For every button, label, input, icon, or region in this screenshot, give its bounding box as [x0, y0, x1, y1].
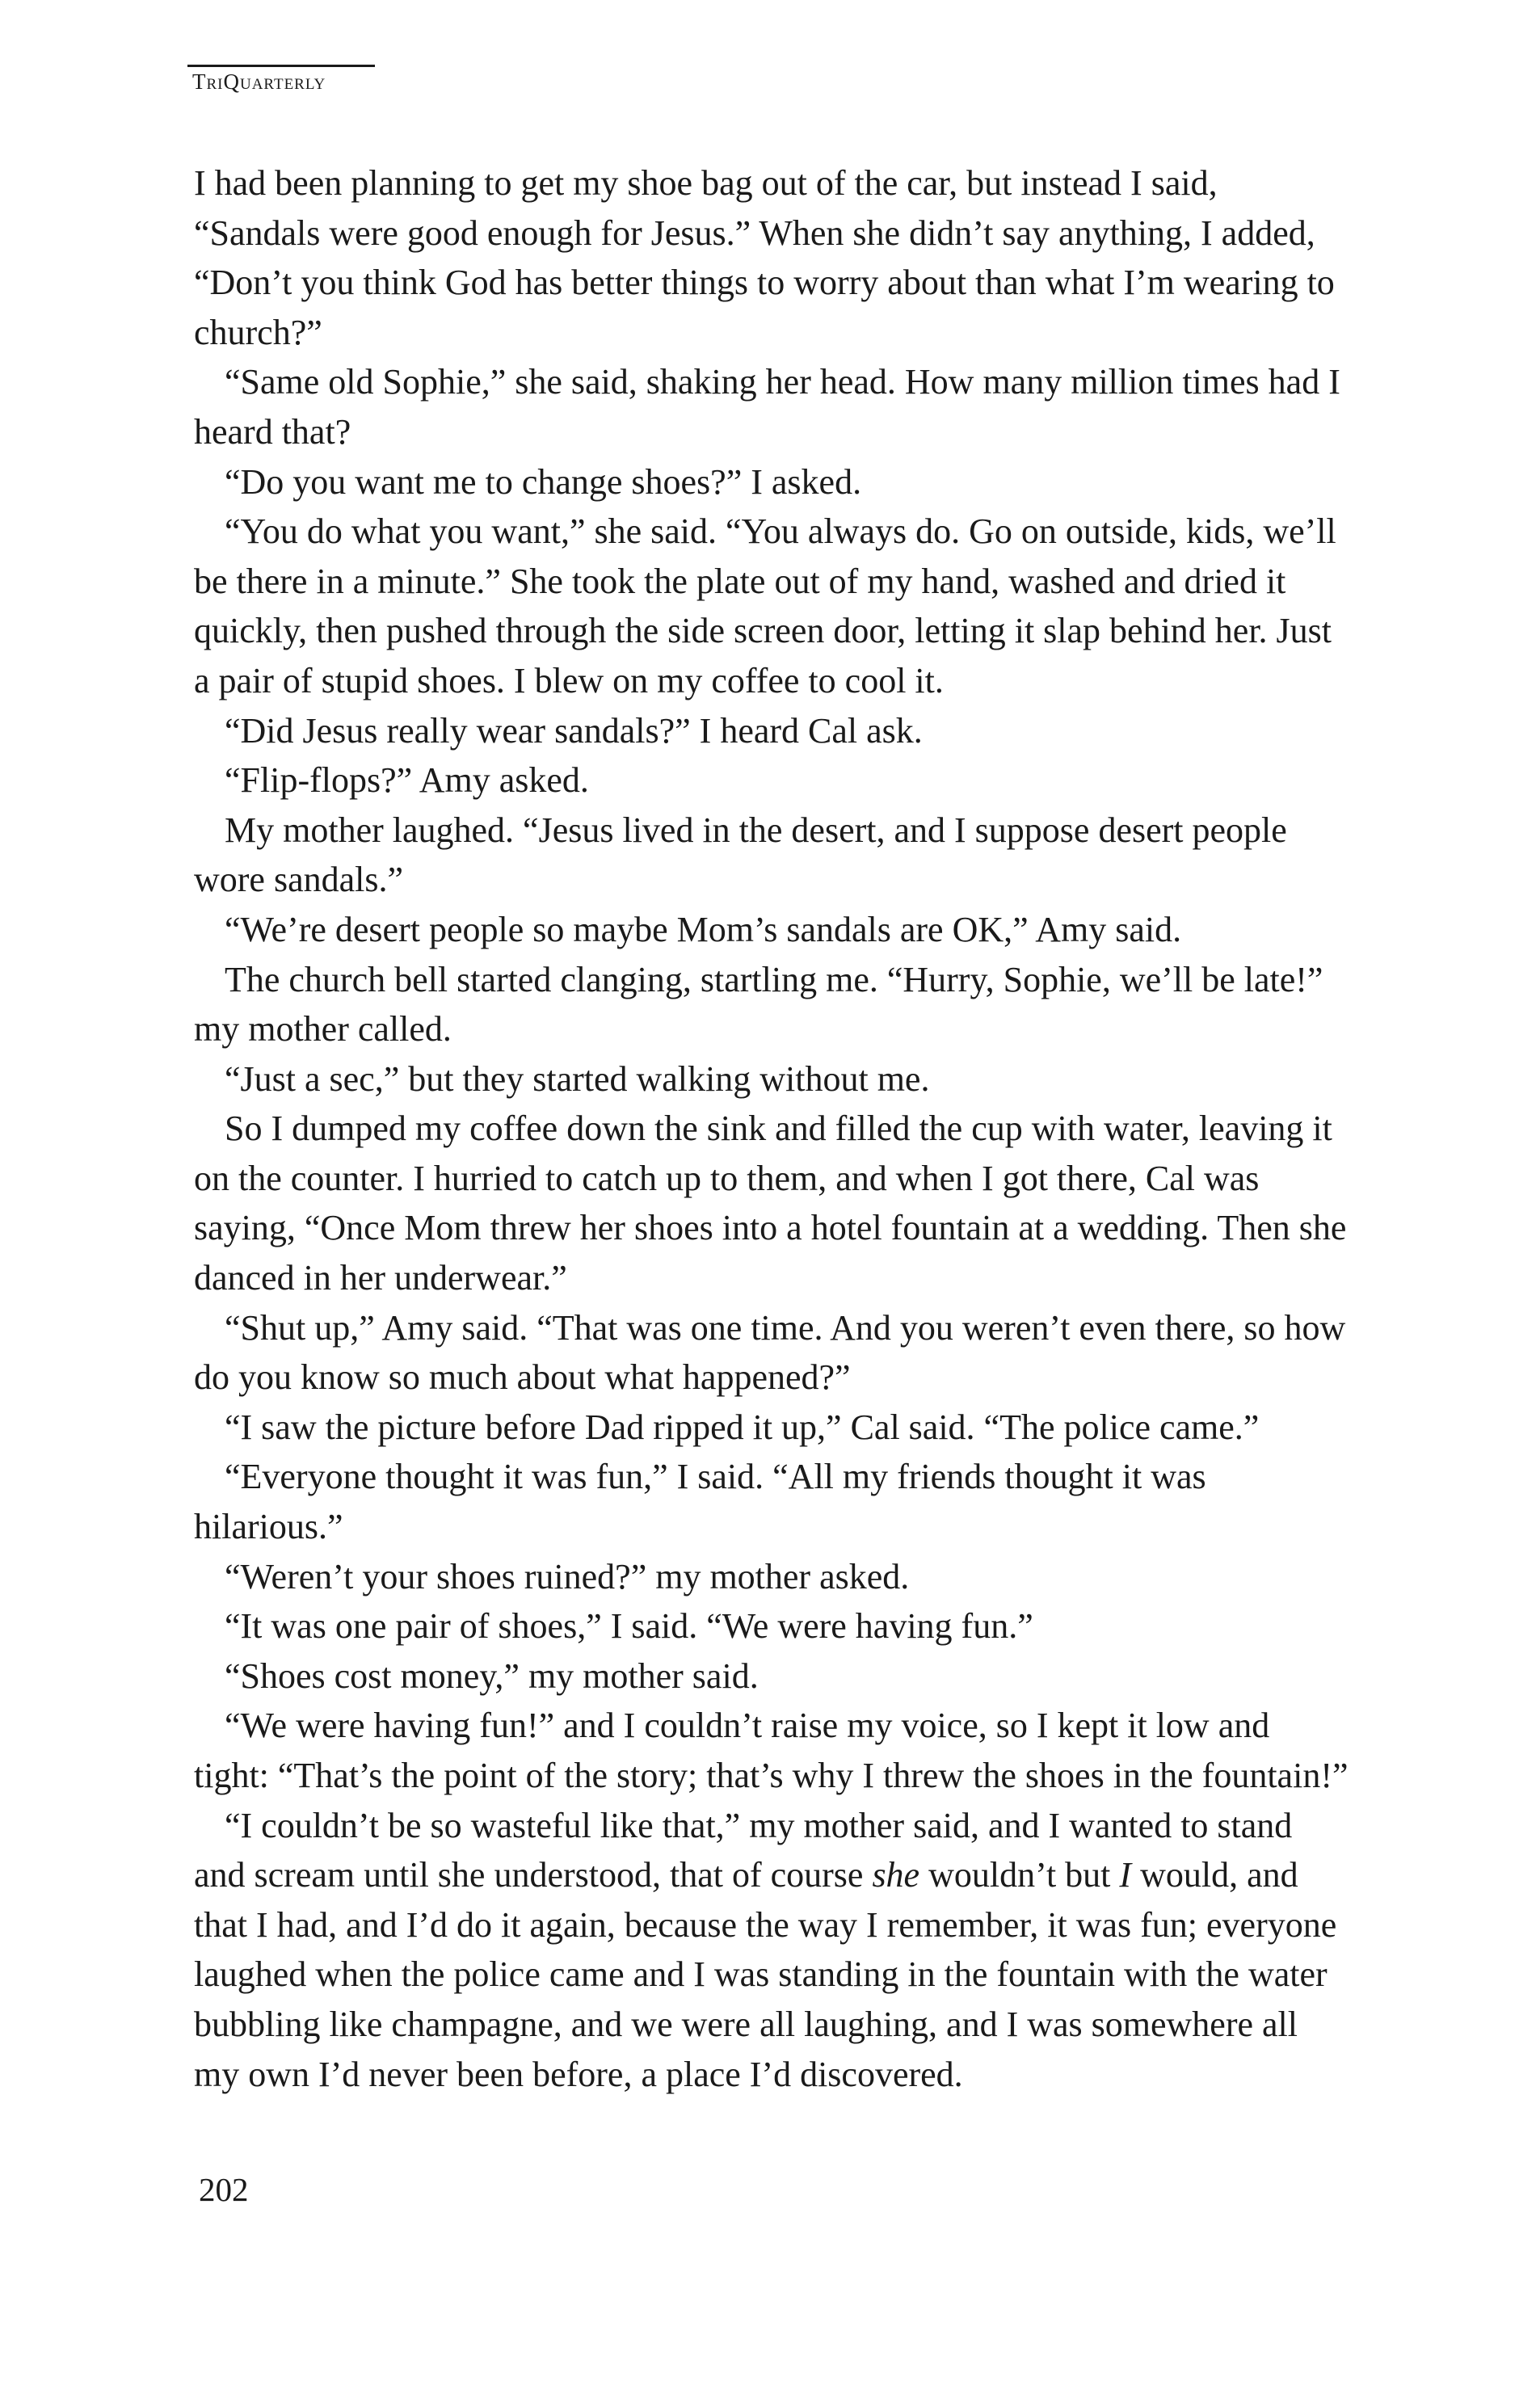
paragraph: “Did Jesus really wear sandals?” I heard Cal ask. — [225, 710, 923, 751]
paragraph: “Everyone thought it was fun,” I said. “All my friends thought it was hilarious.” — [194, 1457, 1206, 1547]
running-head-rule — [187, 65, 375, 67]
paragraph: “Same old Sophie,” she said, shaking her head. How many million times had I heard that? — [194, 362, 1340, 452]
paragraph: “I saw the picture before Dad ripped it up,” Cal said. “The police came.” — [225, 1407, 1260, 1447]
paragraph: The church bell started clanging, startling me. “Hurry, Sophie, we’ll be late!” my mother called. — [194, 959, 1323, 1050]
page-number: 202 — [199, 2171, 249, 2208]
body-text — [194, 158, 1349, 2099]
paragraph: “Do you want me to change shoes?” I asked. — [225, 461, 862, 502]
paragraph: So I dumped my coffee down the sink and filled the cup with water, leaving it on the counter. I hurried to catch up to them, and when I got there, Cal was saying, “Once Mom threw her shoes into a hotel fountain at a wedding. Then she danced in her underwear.” — [194, 1108, 1347, 1298]
emphasis-i: I — [1119, 1855, 1132, 1895]
paragraph: My mother laughed. “Jesus lived in the desert, and I suppose desert people wore sandals.” — [194, 810, 1287, 900]
paragraph: “Flip-flops?” Amy asked. — [225, 760, 589, 801]
paragraph: “You do what you want,” she said. “You always do. Go on outside, kids, we’ll be there in a minute.” She took the plate out of my hand, washed and dried it quickly, then pushed through the side screen door, letting it slap behind her. Just a pair of stupid shoes. I blew on my coffee to cool it. — [194, 511, 1336, 700]
paragraph: “Just a sec,” but they started walking without me. — [225, 1058, 930, 1099]
paragraph: “Shoes cost money,” my mother said. — [225, 1655, 759, 1696]
paragraph: “Shut up,” Amy said. “That was one time. And you weren’t even there, so how do you know so much about what happened?” — [194, 1307, 1346, 1398]
emphasis-she: she — [872, 1855, 920, 1895]
text-segment: would, and that I had, and I’d do it again, because the way I remember, it was fun; everyone laughed when the police came and I was standing in the fountain with the water bubbling like champagne, and we were all laughing, and I was somewhere all my own I’d never been before, a place I’d discovered. — [194, 1855, 1337, 2094]
running-head: TriQuarterly — [192, 69, 326, 94]
text-segment: “I couldn’t be so wasteful like that,” my mother said, and I wanted to stand and scream until she understood, that of course — [194, 1805, 1293, 1895]
paragraph: “We were having fun!” and I couldn’t raise my voice, so I kept it low and tight: “That’s the point of the story; that’s why I threw the shoes in the fountain!” — [194, 1706, 1349, 1795]
paragraph: “It was one pair of shoes,” I said. “We were having fun.” — [225, 1606, 1033, 1647]
text-segment: wouldn’t but — [919, 1855, 1120, 1895]
paragraph: “Weren’t your shoes ruined?” my mother asked. — [225, 1556, 910, 1596]
paragraph-final — [194, 1801, 1349, 2100]
paragraph: I had been planning to get my shoe bag out of the car, but instead I said, “Sandals were good enough for Jesus.” When she didn’t say anything, I added, “Don’t you think God has better things to worry about than what I’m wearing to church?” — [194, 163, 1335, 352]
paragraph: “We’re desert people so maybe Mom’s sandals are OK,” Amy said. — [225, 909, 1182, 949]
